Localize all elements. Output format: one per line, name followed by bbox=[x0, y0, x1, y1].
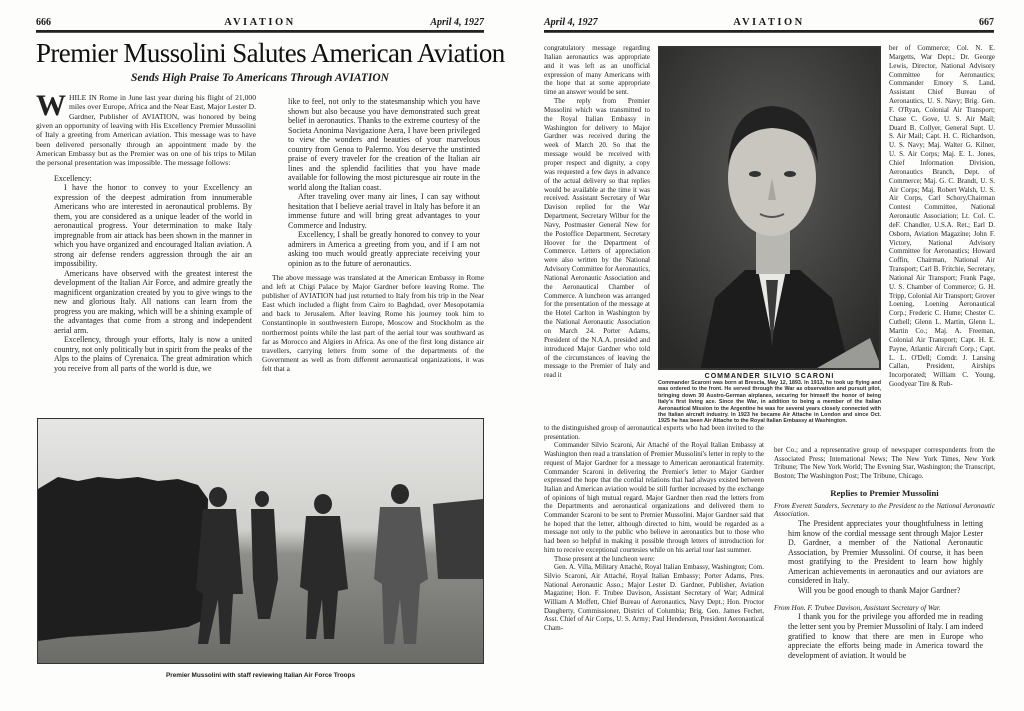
letter-salutation: Excellency: bbox=[54, 173, 92, 183]
right-column-replies bbox=[774, 446, 995, 660]
photo-illustration bbox=[38, 419, 484, 664]
portrait-caption-title: COMMANDER SILVIO SCARONI bbox=[704, 373, 835, 380]
guest-list-continued: ber of Commerce; Col. N. E. Margetts, War Dept.; Dr. George Lewis, Director, National Advisory Committee for Aeronautics; Commander Emory S. Land, Assistant Chief Bureau of Aeronautics, U. S. Navy; Brig. Gen. F. O'Ryan, Colonial Air Transport; Chase C. Gove, U. S. Air Mail; Duard B. Collyer, General Supt. U. S. Air Mail; Capt. H. C. Richardson, U. S. Navy; Maj. Walter G. Kilner, U. S. Air Corps; Maj. E. L. Jones, Chief Information Division, Aeronautics Branch, Dept. of Commerce; Maj. G. C. Brandt, U. S. Air Corps; Maj. Robert Walsh, U. S. Air Corps, Carl Schory,Chairman Contest Committee, National Aeronautic Association; Lt. Col. C. deF. Chandler, U.S.A. Ret.; Earl D. Osborn, Aviation Magazine; John F. Victory, National Advisory Committee for Aeronautics; Howard Coffin, Chairman, National Air Transport; Carl B. Fritchie, Secretary, National Air Transport; Frank Page, U. S. Chamber of Commerce; G. H. Tripp, Colonial Air Transport; Grover Loening, Loening Aeronautical Corp.; Frederic C. Hume; Chester C. Cuthell; Glenn L. Martin, Glenn L. Martin Co.; Maj. A. Freeman, Colonial Air Transport; Capt. H. E. Payne, Atlantic Aircraft Corp.; Capt. L. L. O'Dell; Comdr. J. Lansing Callan, President, Airships Incorporated; William C. Young, Goodyear Tire & Rub- bbox=[889, 44, 995, 389]
right-column-3 bbox=[889, 44, 995, 389]
troops-review-photo bbox=[37, 418, 484, 664]
header-rule bbox=[544, 30, 994, 33]
letter-paragraph: Excellency, through your efforts, Italy is now a united country, not only politically but in spirit from the peaks of the Alps to the plains of Cyrenaica. The great admiration which you receive from all parts of the world is due, we bbox=[54, 335, 252, 373]
letter-paragraph: Excellency, I shall be greatly honored to convey to your admirers in America a greeting from you, and if I am not asking too much would greatly appreciate receiving your opinion as to the future of aeronautics. bbox=[288, 230, 480, 268]
running-head-right bbox=[544, 17, 994, 31]
reply-davison-body bbox=[774, 612, 995, 660]
intro-paragraph: WHILE IN Rome in June last year during his flight of 21,000 miles over Europe, Africa and the Near East, Major Lester D. Gardner, Publisher of AVIATION, was honored by being given an opportunity of leaving with His Excellency Premier Mussolini of Italy a greeting from American aviation. This message was to have been delivered personally through an appointment made by the American Embassy but as the Premier was on one of his trips to Milan the personal presentation was impossible. The message follows: bbox=[36, 89, 256, 168]
replies-heading: Replies to Premier Mussolini bbox=[830, 487, 939, 498]
reply-paragraph: I thank you for the privilege you afforded me in reading the letter sent you by Premier Mussolini of Italy. I am indeed gratified to know that there are men in Europe who appreciate the efforts being made in America toward the development of aviation. It would be bbox=[788, 612, 983, 660]
article-subhead: Sends High Praise To Americans Through AVIATION bbox=[131, 72, 389, 84]
letter-body-continued bbox=[262, 97, 484, 268]
reply-sanders-body bbox=[774, 519, 995, 596]
issue-date: April 4, 1927 bbox=[544, 17, 598, 28]
portrait-illustration bbox=[660, 48, 881, 370]
article-paragraph: to the distinguished group of aeronautical experts who had been invited to the presentation. bbox=[544, 424, 764, 441]
reply-paragraph: The President appreciates your thoughtfulness in letting him know of the cordial message sent through Major Lester D. Gardner, a member of the National Aeronautic Association, by Premier Mussolini. Of course, it has been most gratifying to the President to learn how highly American achievements in aeronautics and our aviators are considered in Italy. bbox=[788, 518, 983, 586]
article-paragraph: Commander Silvio Scaroni, Air Attaché of the Royal Italian Embassy at Washington then read a translation of Premier Mussolini's letter in reply to the request of Major Gardner for a message to American aeronautical fraternity. Commander Scaroni in delivering the Premier's letter to Major Gardner expressed the hope that the cordial relations that had always existed between Italian and American aviation would be still further increased by the exchange of opinions of high mutual regard. Major Gardner then read the letters from the Departments and aeronautical organizations and delivered them to Commander Scaroni to be sent to Premier Mussolini. Major Gardner said that he hoped that the letter, although directed to him, would be regarded as a message not only to the public who believe in aeronautics but to those who had been so helpful in making it possible through letters of introduction for him to receive exceptional courtesies while on his aerial tour last summer. bbox=[544, 441, 764, 554]
drop-cap: W bbox=[36, 89, 66, 122]
page-number: 666 bbox=[36, 17, 51, 28]
article-paragraph: congratulatory message regarding Italian aeronautics was appropriate and it was left as an unofficial expression of many Americans with the hope that at some appropriate time an answer would be sent. bbox=[544, 44, 650, 97]
article-paragraph: The above message was translated at the American Embassy in Rome and left at Chigi Palace by Major Gardner before leaving Rome. The publisher of AVIATION had just returned to Italy from his trip in the Near East which included a flight from Cairo to Baghdad, over Mesopotamia and back to Jerusalem. After leaving Rome his journey took him to Constantinople in southwestern Europe, Moscow and Stockholm as the northermost points while the last part of the aerial tour was southward as far as Morocco and Algiers in Africa. As one of the first long distance air travellers, carrying letters from some of the departments of the Government as well as from different aeronautical organizations, it was felt that a bbox=[262, 273, 484, 373]
letter-body bbox=[36, 174, 256, 374]
guest-list: Gen. A. Villa, Military Attaché, Royal Italian Embassy, Washington; Com. Silvio Scaroni, Air Attaché, Royal Italian Embassy; Porter Adams, Pres. National Aeronautic Asso.; Major Lester D. Gardner, Publisher, Aviation Magazine; Hon. F. Trubee Davison, Assistant Secretary of War; Admiral William A Moffett, Chief Bureau of Aeronautics, Navy Dept.; Hon. Proctor Daugherty, Commissioner, District of Columbia; Brig. Gen. James Fechet, Asst. Chief of Air Corps, U. S. Army; Paul Henderson, President Aeronautical Cham- bbox=[544, 563, 764, 633]
portrait-caption bbox=[658, 373, 881, 425]
magazine-title: AVIATION bbox=[733, 17, 805, 28]
letter-paragraph: After traveling over many air lines, I can say without hesitation that I believe aerial travel in Italy has before it an immense future and will bring great advantages to your Commerce and Industry. bbox=[288, 192, 480, 230]
article-paragraph: The reply from Premier Mussolini which was transmitted to the Royal Italian Embassy in Washington for delivery to Major Gardner was received during the week of March 20. So that the message would be received with proper respect and dignity, a copy was requested a few days in advance of the actual delivery so that replies would be available at the time it was received. Assistant Secretary of War Davison replied for the War Department, Secretary Wilbur for the Navy, Postmaster General New for the Postoffice Department, Secretary Hoover for the Department of Commerce. Letters of appreciation were also written by the National Advisory Committee for Aeronautics, National Aeronautic Association and the Aeronautical Chamber of Commerce. A luncheon was arranged for the presentation of the message at the Hotel Carlton in Washington by the National Aeronautic Association on March 24. Porter Adams, President of the N.A.A. presided and introduced Major Gardner who told of the circumstances of leaving the message to the Premier of Italy and read it bbox=[544, 97, 650, 380]
scaroni-portrait-photo bbox=[658, 46, 881, 370]
running-head-left bbox=[36, 17, 484, 31]
magazine-title: AVIATION bbox=[224, 17, 296, 28]
letter-paragraph: Americans have observed with the greatest interest the development of the Italian Air Force, and admire greatly the magnificent organization created by you to give wings to the new and glorious Italy. All nations can learn from the progress you are making, which will be a shining example of the advantages that come from a strong and independent aerial arm. bbox=[54, 268, 252, 335]
letter-paragraph: I have the honor to convey to your Excellency an expression of the deepest admiration from innumerable Americans who are interested in aeronautical problems. By them, you are considered as a unique leader of the world in aeronautical progress. Your determination to make Italy impregnable from air attack has been shown in the manner in which you have organized and encouraged Italian aviation. A strong air defense renders aggression through the air an impossibility. bbox=[54, 183, 252, 269]
right-column-wide bbox=[544, 424, 764, 633]
photo-caption: Premier Mussolini with staff reviewing Italian Air Force Troops bbox=[165, 672, 356, 679]
reply-paragraph: Will you be good enough to thank Major Gardner? bbox=[798, 586, 961, 596]
right-page bbox=[512, 0, 1024, 711]
newspaper-list: ber Co.; and a representative group of newspaper correspondents from the Associated Press; International News; The New York Times, New York Tribune; The New York World; The Evening Star, Washington; the Transcript, Boston; The Washington Post; The Tribune, Chicago. bbox=[774, 446, 995, 481]
reply-from-davison: From Hon. F. Trubee Davison, Assistant Secretary of War. bbox=[774, 603, 941, 612]
reply-from-sanders: From Everett Sanders, Secretary to the President to the National Aeronautic Association. bbox=[774, 501, 995, 519]
left-column-1 bbox=[36, 89, 256, 373]
portrait-caption-body: Commander Scaroni was born at Brescia, May 12, 1893. In 1913, he took up flying and was ordered to the front. He served through the War as observation and pursuit pilot, bringing down 30 Austro-German airplanes, securing for himself the honor of being Italy's first living ace. Since the War, in addition to being a member of the Italian Aeronautical Mission to the Argentine he was for several years closely connected with the Italian aircraft industry. In 1923 he became Air Attache in London and since Oct. 1925 he has been Air Attache to the Royal Italian Embassy at Washington. bbox=[658, 380, 881, 425]
article-headline: Premier Mussolini Salutes American Aviation bbox=[36, 38, 505, 68]
right-column-1 bbox=[544, 44, 650, 380]
header-rule bbox=[36, 30, 484, 33]
soldiers-row bbox=[38, 477, 208, 641]
letter-paragraph: like to feel, not only to the statesmanship which you have shown but also because you have demonstrated such great belief in aeronautics. Thanks to the extreme courtesy of the Societa Anonima Navigazione Aera, I have been privileged to view the wonders and beauties of your marvelous country from Genoa to Palermo. You deserve the unstinted praise of every traveler for the creation of the Italian air lines and the splendid facilities that you have made available for following the most picturesque air route in the world along the Italian coast. bbox=[288, 97, 480, 192]
issue-date: April 4, 1927 bbox=[430, 17, 484, 28]
page-number: 667 bbox=[979, 17, 994, 28]
left-column-2 bbox=[262, 97, 484, 373]
article-paragraph: Those present at the luncheon were: bbox=[554, 554, 655, 563]
